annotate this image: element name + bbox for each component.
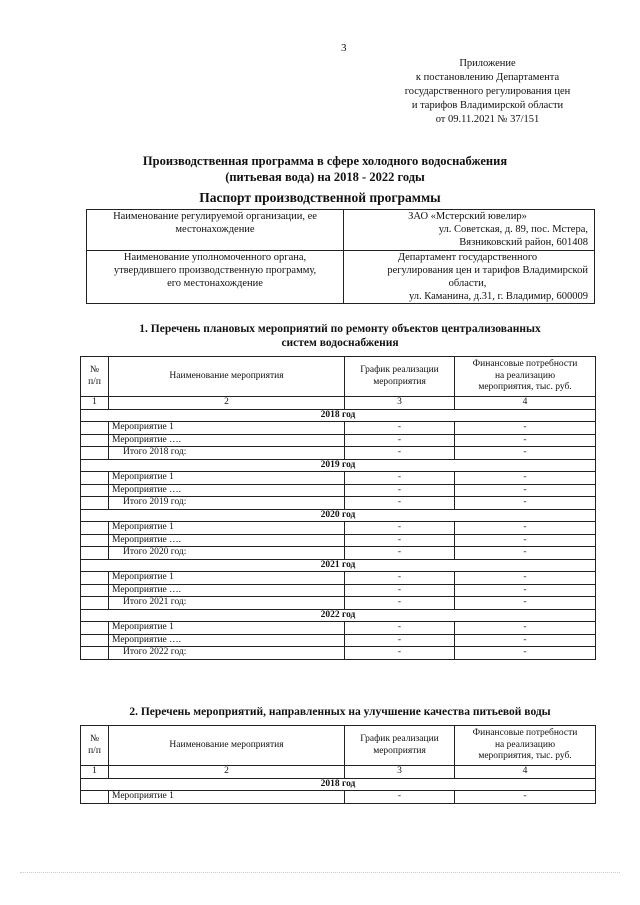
header-schedule: График реализации мероприятия: [345, 357, 455, 397]
appendix-line: и тарифов Владимирской области: [411, 100, 564, 111]
title-line: (питьевая вода) на 2018 - 2022 годы: [225, 170, 425, 184]
appendix-line: от 09.11.2021 № 37/151: [435, 114, 540, 125]
header-finance: Финансовые потребности на реализацию мероприятия, тыс. руб.: [455, 357, 596, 397]
year-row: 2018 год: [81, 778, 596, 791]
passport-value: ЗАО «Мстерский ювелир» ул. Советская, д. 89, пос. Мстера, Вязниковский район, 601408: [344, 210, 595, 251]
year-row: 2019 год: [81, 459, 596, 472]
passport-title: Паспорт производственной программы: [199, 190, 441, 205]
water-quality-table: [80, 725, 596, 804]
appendix-line: Приложение: [459, 58, 516, 69]
page-number: 3: [341, 42, 347, 54]
table-row: Мероприятие 1 - -: [81, 572, 596, 585]
table-row: Мероприятие 1 - -: [81, 472, 596, 485]
title-line: Производственная программа в сфере холодного водоснабжения: [142, 154, 508, 168]
passport-table: [86, 209, 595, 304]
header-schedule: График реализации мероприятия: [345, 726, 455, 766]
total-row: Итого 2022 год: - -: [81, 647, 596, 660]
appendix-line: государственного регулирования цен: [404, 86, 571, 97]
header-num: № п/п: [81, 357, 109, 397]
passport-row: [87, 210, 595, 251]
appendix-line: к постановлению Департамента: [415, 72, 560, 83]
header-finance: Финансовые потребности на реализацию мероприятия, тыс. руб.: [455, 726, 596, 766]
table-row: Мероприятие …. - -: [81, 634, 596, 647]
table-row: Мероприятие …. - -: [81, 584, 596, 597]
total-row: Итого 2021 год: - -: [81, 597, 596, 610]
year-row: 2021 год: [81, 559, 596, 572]
appendix-block: [380, 57, 595, 127]
column-number-row: 1 2 3 4: [81, 397, 596, 410]
table-header-row: [81, 726, 596, 766]
total-row: Итого 2018 год: - -: [81, 447, 596, 460]
table-row: Мероприятие …. - -: [81, 434, 596, 447]
document-title: [120, 153, 530, 185]
page-bottom-edge: [20, 872, 620, 873]
table-header-row: [81, 357, 596, 397]
year-row: 2020 год: [81, 509, 596, 522]
total-row: Итого 2019 год: - -: [81, 497, 596, 510]
passport-label: Наименование уполномоченного органа, утвердившего производственную программу, его местонахождение: [87, 251, 344, 304]
header-name: Наименование мероприятия: [109, 726, 345, 766]
passport-label: Наименование регулируемой организации, ее местонахождение: [87, 210, 344, 251]
table-row: Мероприятие 1 - -: [81, 791, 596, 804]
table-row: Мероприятие …. - -: [81, 484, 596, 497]
table-row: Мероприятие 1 - -: [81, 622, 596, 635]
passport-row: [87, 251, 595, 304]
header-num: № п/п: [81, 726, 109, 766]
passport-value: Департамент государственного регулирования цен и тарифов Владимирской области, ул. Каманина, д.31, г. Владимир, 600009: [344, 251, 595, 304]
header-name: Наименование мероприятия: [109, 357, 345, 397]
total-row: Итого 2020 год: - -: [81, 547, 596, 560]
repair-measures-table: [80, 356, 596, 660]
year-row: 2022 год: [81, 609, 596, 622]
table-row: Мероприятие 1 - -: [81, 422, 596, 435]
table-row: Мероприятие …. - -: [81, 534, 596, 547]
table-row: Мероприятие 1 - -: [81, 522, 596, 535]
section1-title: 1. Перечень плановых мероприятий по ремонту объектов централизованных систем водоснабжения: [139, 323, 541, 349]
column-number-row: 1 2 3 4: [81, 766, 596, 779]
section2-title: 2. Перечень мероприятий, направленных на улучшение качества питьевой воды: [129, 706, 551, 718]
year-row: 2018 год: [81, 409, 596, 422]
